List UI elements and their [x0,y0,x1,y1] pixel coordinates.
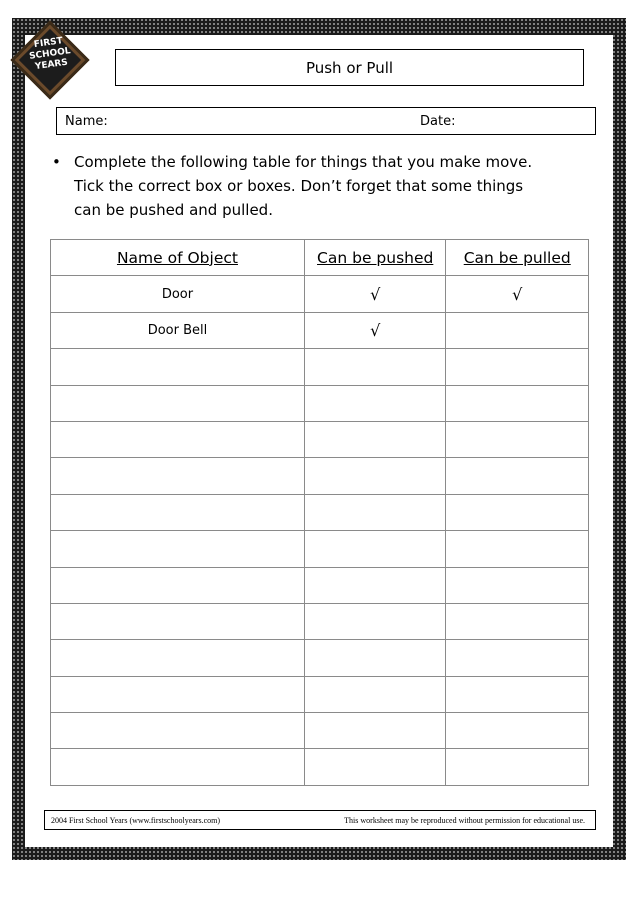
pulled-cell[interactable] [446,531,589,567]
pushed-cell[interactable] [304,603,446,639]
object-name-cell[interactable] [51,749,305,785]
worksheet-title: Push or Pull [115,49,584,86]
name-date-box [56,107,596,135]
table-row [51,640,589,676]
table-row [51,349,589,385]
table-row [51,713,589,749]
pushed-cell[interactable] [304,676,446,712]
pushed-cell[interactable] [304,494,446,530]
pushed-cell[interactable] [304,713,446,749]
object-name-cell[interactable] [51,713,305,749]
pulled-cell[interactable] [446,567,589,603]
pushed-cell[interactable]: √ [304,312,446,348]
name-label: Name: [65,114,108,129]
pulled-cell[interactable] [446,640,589,676]
header-name-of-object: Name of Object [51,240,305,276]
table-row [51,531,589,567]
footer-permission: This worksheet may be reproduced without permission for educational use. [344,816,585,825]
table-row [51,567,589,603]
table-row [51,276,589,312]
table-header-row [51,240,589,276]
pulled-cell[interactable] [446,458,589,494]
pulled-cell[interactable] [446,603,589,639]
pulled-cell[interactable] [446,494,589,530]
pulled-cell[interactable] [446,421,589,457]
table-row [51,421,589,457]
pulled-cell[interactable] [446,749,589,785]
header-can-be-pulled: Can be pulled [446,240,589,276]
pushed-cell[interactable] [304,749,446,785]
pulled-cell[interactable] [446,349,589,385]
object-name-cell[interactable]: Door [51,276,305,312]
object-name-cell[interactable] [51,494,305,530]
logo-line: FIRST [33,36,64,51]
pushed-cell[interactable] [304,385,446,421]
pushed-cell[interactable] [304,567,446,603]
object-name-cell[interactable] [51,421,305,457]
pushed-cell[interactable] [304,421,446,457]
pulled-cell[interactable] [446,713,589,749]
pushed-cell[interactable] [304,349,446,385]
instruction-line: Complete the following table for things that you make move. [74,153,533,171]
object-name-cell[interactable] [51,640,305,676]
object-name-cell[interactable] [51,349,305,385]
pushed-cell[interactable] [304,458,446,494]
table-row [51,458,589,494]
table-row [51,385,589,421]
object-name-cell[interactable] [51,385,305,421]
bullet-icon: • [52,153,61,171]
footer-copyright: 2004 First School Years (www.firstschoolyears.com) [51,816,221,825]
object-name-cell[interactable] [51,531,305,567]
pulled-cell[interactable]: √ [446,276,589,312]
object-name-cell[interactable] [51,567,305,603]
table-row [51,603,589,639]
pulled-cell[interactable] [446,385,589,421]
table-row [51,312,589,348]
pulled-cell[interactable] [446,676,589,712]
table-row [51,676,589,712]
object-name-cell[interactable] [51,603,305,639]
header-can-be-pushed: Can be pushed [304,240,446,276]
object-name-cell[interactable] [51,676,305,712]
footer [44,810,596,830]
table-row [51,749,589,785]
instruction-line: can be pushed and pulled. [74,201,273,219]
push-pull-table [50,239,589,786]
instruction-line: Tick the correct box or boxes. Don’t forget that some things [74,177,524,195]
object-name-cell[interactable] [51,458,305,494]
date-label: Date: [420,114,456,129]
logo-line: YEARS [34,57,69,73]
pushed-cell[interactable] [304,531,446,567]
pushed-cell[interactable] [304,640,446,676]
table-row [51,494,589,530]
pushed-cell[interactable]: √ [304,276,446,312]
logo-line: SCHOOL [28,46,72,62]
object-name-cell[interactable]: Door Bell [51,312,305,348]
pulled-cell[interactable] [446,312,589,348]
